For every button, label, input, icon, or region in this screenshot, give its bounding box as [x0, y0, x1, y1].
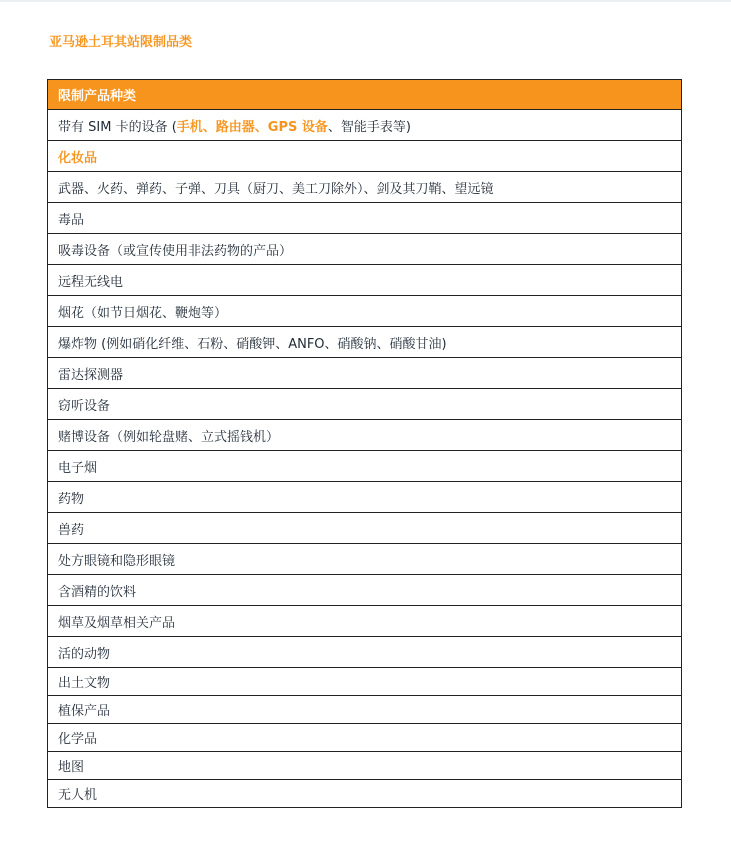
table-cell: 毒品	[48, 203, 682, 234]
table-cell: 爆炸物 (例如硝化纤维、石粉、硝酸钾、ANFO、硝酸钠、硝酸甘油)	[48, 327, 682, 358]
table-row	[48, 358, 682, 389]
table-cell: 出土文物	[48, 668, 682, 696]
table-row	[48, 606, 682, 637]
table-row	[48, 389, 682, 420]
table-cell: 植保产品	[48, 696, 682, 724]
table-row	[48, 752, 682, 780]
table-cell: 化学品	[48, 724, 682, 752]
table-row	[48, 141, 682, 172]
table-cell: 远程无线电	[48, 265, 682, 296]
table-header-row	[48, 80, 682, 110]
table-row	[48, 513, 682, 544]
sim-devices-suffix: 、智能手表等)	[327, 119, 411, 135]
table-cell: 处方眼镜和隐形眼镜	[48, 544, 682, 575]
table-row	[48, 482, 682, 513]
table-cell: 窃听设备	[48, 389, 682, 420]
table-cell: 烟草及烟草相关产品	[48, 606, 682, 637]
table-row	[48, 451, 682, 482]
page-top-rule	[0, 0, 731, 2]
table-header-cell: 限制产品种类	[48, 80, 682, 110]
table-row	[48, 172, 682, 203]
table-cell-sim-devices	[48, 110, 682, 141]
table-row	[48, 668, 682, 696]
table-row	[48, 575, 682, 606]
table-cell: 武器、火药、弹药、子弹、刀具（厨刀、美工刀除外）、剑及其刀鞘、望远镜	[48, 172, 682, 203]
sim-devices-prefix: 带有 SIM 卡的设备 (	[58, 119, 177, 135]
table-cell: 无人机	[48, 780, 682, 808]
table-cell: 地图	[48, 752, 682, 780]
table-cell: 电子烟	[48, 451, 682, 482]
table-cell: 吸毒设备（或宣传使用非法药物的产品）	[48, 234, 682, 265]
table-row	[48, 637, 682, 668]
table-row	[48, 780, 682, 808]
table-row	[48, 696, 682, 724]
table-row	[48, 420, 682, 451]
table-cell-cosmetics: 化妆品	[48, 141, 682, 172]
restricted-categories-table	[47, 79, 682, 808]
table-cell: 兽药	[48, 513, 682, 544]
document-title: 亚马逊土耳其站限制品类	[49, 35, 193, 50]
table-row	[48, 110, 682, 141]
table-row	[48, 203, 682, 234]
table-row	[48, 296, 682, 327]
table-row	[48, 544, 682, 575]
table-cell: 雷达探测器	[48, 358, 682, 389]
table-cell: 药物	[48, 482, 682, 513]
table-cell: 活的动物	[48, 637, 682, 668]
table-row	[48, 327, 682, 358]
table-row	[48, 724, 682, 752]
table-row	[48, 265, 682, 296]
sim-devices-highlight: 手机、路由器、GPS 设备	[176, 119, 328, 135]
table-row	[48, 234, 682, 265]
table-cell: 含酒精的饮料	[48, 575, 682, 606]
table-cell: 烟花（如节日烟花、鞭炮等）	[48, 296, 682, 327]
table-cell: 赌博设备（例如轮盘赌、立式摇钱机）	[48, 420, 682, 451]
